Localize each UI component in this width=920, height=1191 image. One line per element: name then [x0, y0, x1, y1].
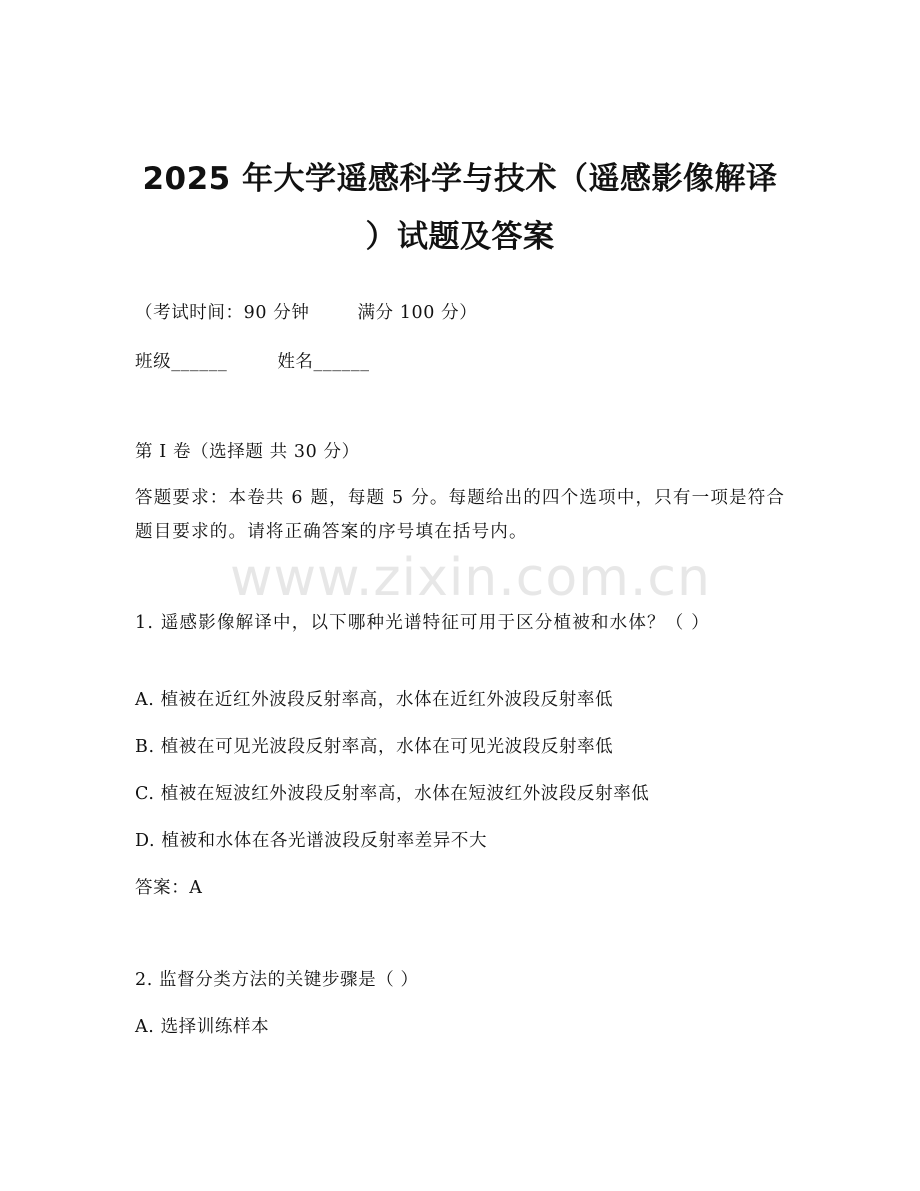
exam-score: 满分 100 分）: [357, 303, 478, 323]
student-fields: [135, 348, 370, 376]
section-instructions: 答题要求：本卷共 6 题，每题 5 分。每题给出的四个选项中，只有一项是符合题目要求的。请将正确答案的序号填在括号内。: [135, 488, 786, 542]
question-1-stem: 1. 遥感影像解译中，以下哪种光谱特征可用于区分植被和水体？（ ）: [135, 613, 710, 633]
document-title: [120, 150, 800, 266]
exam-info: [135, 299, 477, 327]
title-line-2: ）试题及答案: [365, 219, 555, 255]
title-line-1: 2025 年大学遥感科学与技术（遥感影像解译: [142, 161, 778, 197]
section-header: 第 I 卷（选择题 共 30 分）: [135, 442, 360, 462]
question-1-option-b: B. 植被在可见光波段反射率高，水体在可见光波段反射率低: [135, 737, 614, 757]
question-1-answer: 答案：A: [135, 878, 203, 898]
question-1-option-d: D. 植被和水体在各光谱波段反射率差异不大: [135, 831, 488, 851]
watermark: www.zixin.com.cn: [230, 548, 711, 608]
question-1-option-a: A. 植被在近红外波段反射率高，水体在近红外波段反射率低: [135, 690, 614, 710]
question-1-option-c: C. 植被在短波红外波段反射率高，水体在短波红外波段反射率低: [135, 784, 650, 804]
class-field: 班级______: [135, 352, 228, 372]
question-2-stem: 2. 监督分类方法的关键步骤是（ ）: [135, 970, 419, 990]
question-2-option-a: A. 选择训练样本: [135, 1017, 270, 1037]
exam-time: （考试时间：90 分钟: [135, 303, 310, 323]
name-field: 姓名______: [277, 352, 370, 372]
